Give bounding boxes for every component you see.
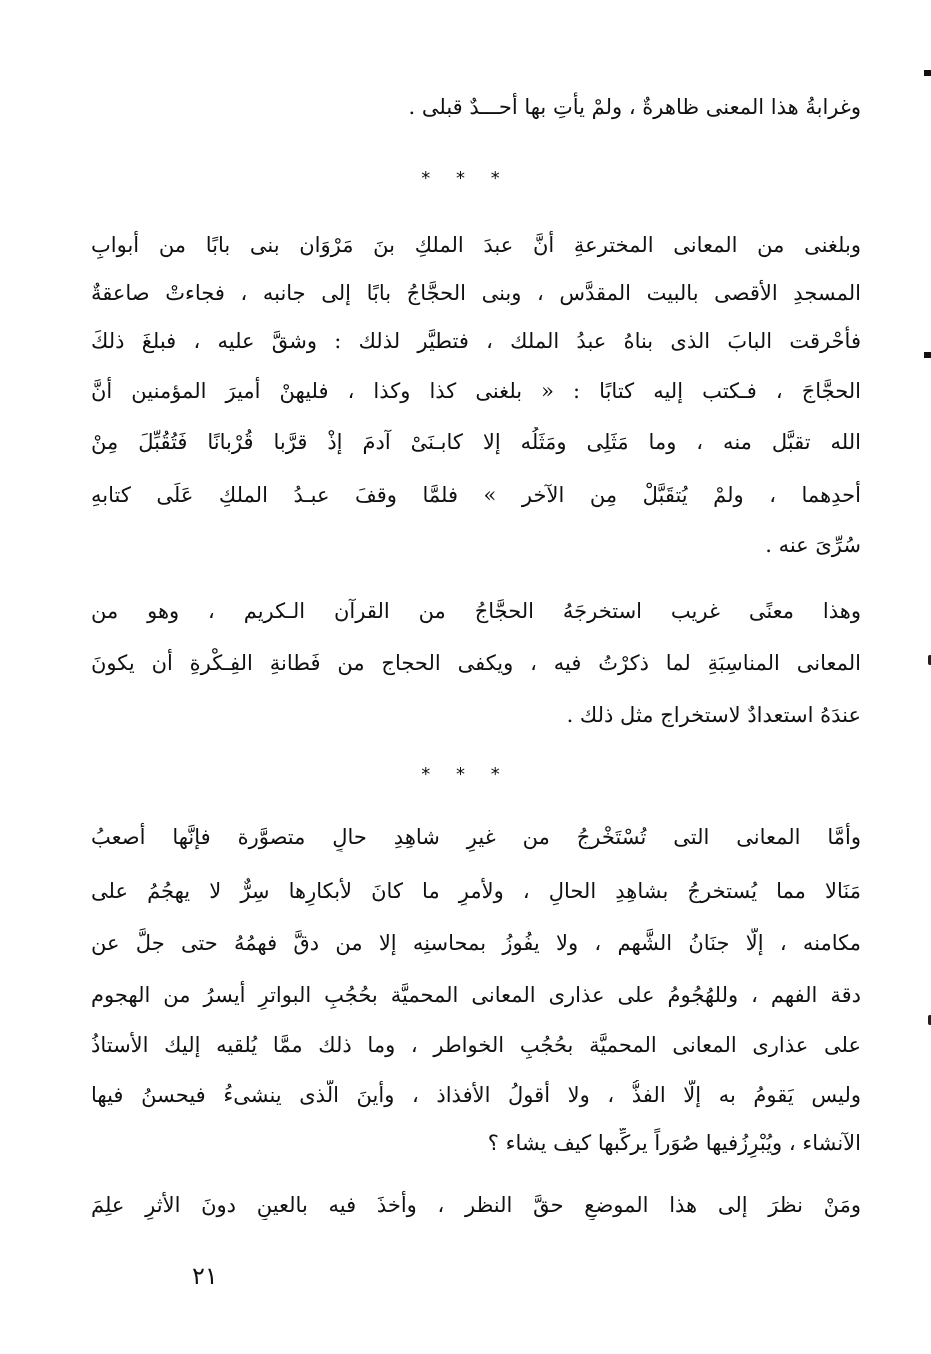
text-line: دقة الفهم ، وللهُجُومُ على عذارى المعانى المحميَّة بحُجُبِ البواترِ أيسرُ من الهجوم <box>91 983 861 1007</box>
text-line: المسجدِ الأقصى بالبيت المقدَّس ، وبنى الحجَّاجُ بابًا إلى جانبه ، فجاءتْ صاعقةٌ <box>91 281 861 305</box>
text-line: عندَهُ استعدادٌ لاستخراج مثل ذلك . <box>566 703 861 727</box>
text-line: الحجَّاجَ ، فـكتب إليه كتابًا : « بلغنى كذا وكذا ، فليهنْ أميرَ المؤمنين أنَّ <box>91 379 861 403</box>
text-line: وليس يَقومُ به إلَّا الفذُّ ، ولا أقولُ الأفذاذ ، وأينَ الَّذى ينشىءُ فيحسنُ فيها <box>91 1083 861 1107</box>
text-line: الآنشاء ، ويُبْرِزُفيها صُوَراً يركِّبها كيف يشاء ؟ <box>487 1131 861 1155</box>
section-separator: * * * <box>421 168 510 189</box>
text-line: فأحْرقت البابَ الذى بناهُ عبدُ الملك ، فتطيَّر لذلك : وشقَّ عليه ، فبلغَ ذلكَ <box>91 329 861 353</box>
text-line: أحدِهما ، ولمْ يُتقَبَّلْ مِن الآخر » فلمَّا وقفَ عبـدُ الملكِ عَلَى كتابهِ <box>91 483 861 507</box>
edge-mark <box>924 352 931 358</box>
text-line: سُرِّىَ عنه . <box>765 533 861 557</box>
section-separator: * * * <box>421 764 510 785</box>
text-line: على عذارى المعانى المحميَّة بحُجُبِ الخواطر ، وما ذلك ممَّا يُلقيه إليك الأستاذُ <box>91 1033 861 1057</box>
text-line: وغرابةُ هذا المعنى ظاهرةٌ ، ولمْ يأتِ بها أحـــدٌ قبلى . <box>408 95 861 119</box>
text-line: مكامنه ، إلَّا جنَانُ الشَّهم ، ولا يفُوزُ بمحاسنِه إلا من دقَّ فهمُهُ حتى جلَّ عن <box>91 931 861 955</box>
text-line: وهذا معنًى غريب استخرجَهُ الحجَّاجُ من القرآن الـكريم ، وهو من <box>91 599 861 623</box>
edge-mark <box>924 70 931 76</box>
text-line: مَنَالا مما يُستخرجُ بشاهِدِ الحالِ ، ولأمرٍ ما كانَ لأبكارِها سِرٌّ لا يهجُمُ على <box>91 879 861 903</box>
text-line: وبلغنى من المعانى المخترعةِ أنَّ عبدَ الملكِ بنَ مَرْوَان بنى بابًا من أبوابِ <box>91 233 861 257</box>
text-line: المعانى المناسِبَةِ لما ذكرْتُ فيه ، ويكفى الحجاج من فَطانةِ الفِـكْرةِ أن يكونَ <box>91 651 861 675</box>
text-line: ومَنْ نظرَ إلى هذا الموضعِ حقَّ النظر ، وأخذَ فيه بالعينِ دونَ الأثرِ علِمَ <box>91 1193 861 1217</box>
text-line: وأمَّا المعانى التى تُسْتَخْرجُ من غيرِ شاهِدِ حالٍ متصوَّرة فإنَّها أصعبُ <box>91 825 861 849</box>
text-line: الله تقبَّل منه ، وما مَثَلِى ومَثَلُه إلا كابـنَىْ آدمَ إذْ قرَّبا قُرْبانًا فَتُقُبِّلَ مِنْ <box>91 430 861 454</box>
page-number: ٢١ <box>192 1262 218 1290</box>
